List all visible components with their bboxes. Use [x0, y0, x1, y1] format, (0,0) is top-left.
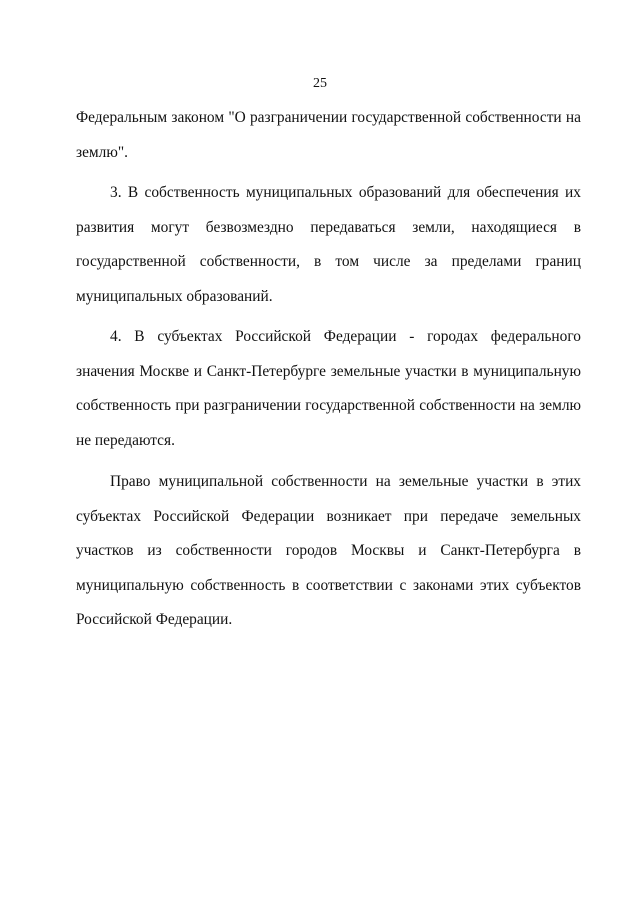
paragraph-item-4: 4. В субъектах Российской Федерации - городах федерального значения Москве и Санкт-Петербурге земельные участки в муниципальную собственность при разграничении государственной собственности на землю не передаются. — [76, 328, 581, 449]
paragraph-item-3: 3. В собственность муниципальных образований для обеспечения их развития могут безвозмездно передаваться земли, находящиеся в государственной собственности, в том числе за пределами границ муниципальных образований. — [76, 184, 581, 305]
paragraph-municipal-ownership-right: Право муниципальной собственности на земельные участки в этих субъектах Российской Федерации возникает при передаче земельных участков из собственности городов Москвы и Санкт-Петербурга в муниципальную собственность в соответствии с законами этих субъектов Российской Федерации. — [76, 473, 581, 628]
paragraph-continuation: Федеральным законом "О разграничении государственной собственности на землю". — [76, 109, 581, 161]
page-number: 25 — [313, 76, 327, 91]
document-body — [76, 101, 581, 638]
